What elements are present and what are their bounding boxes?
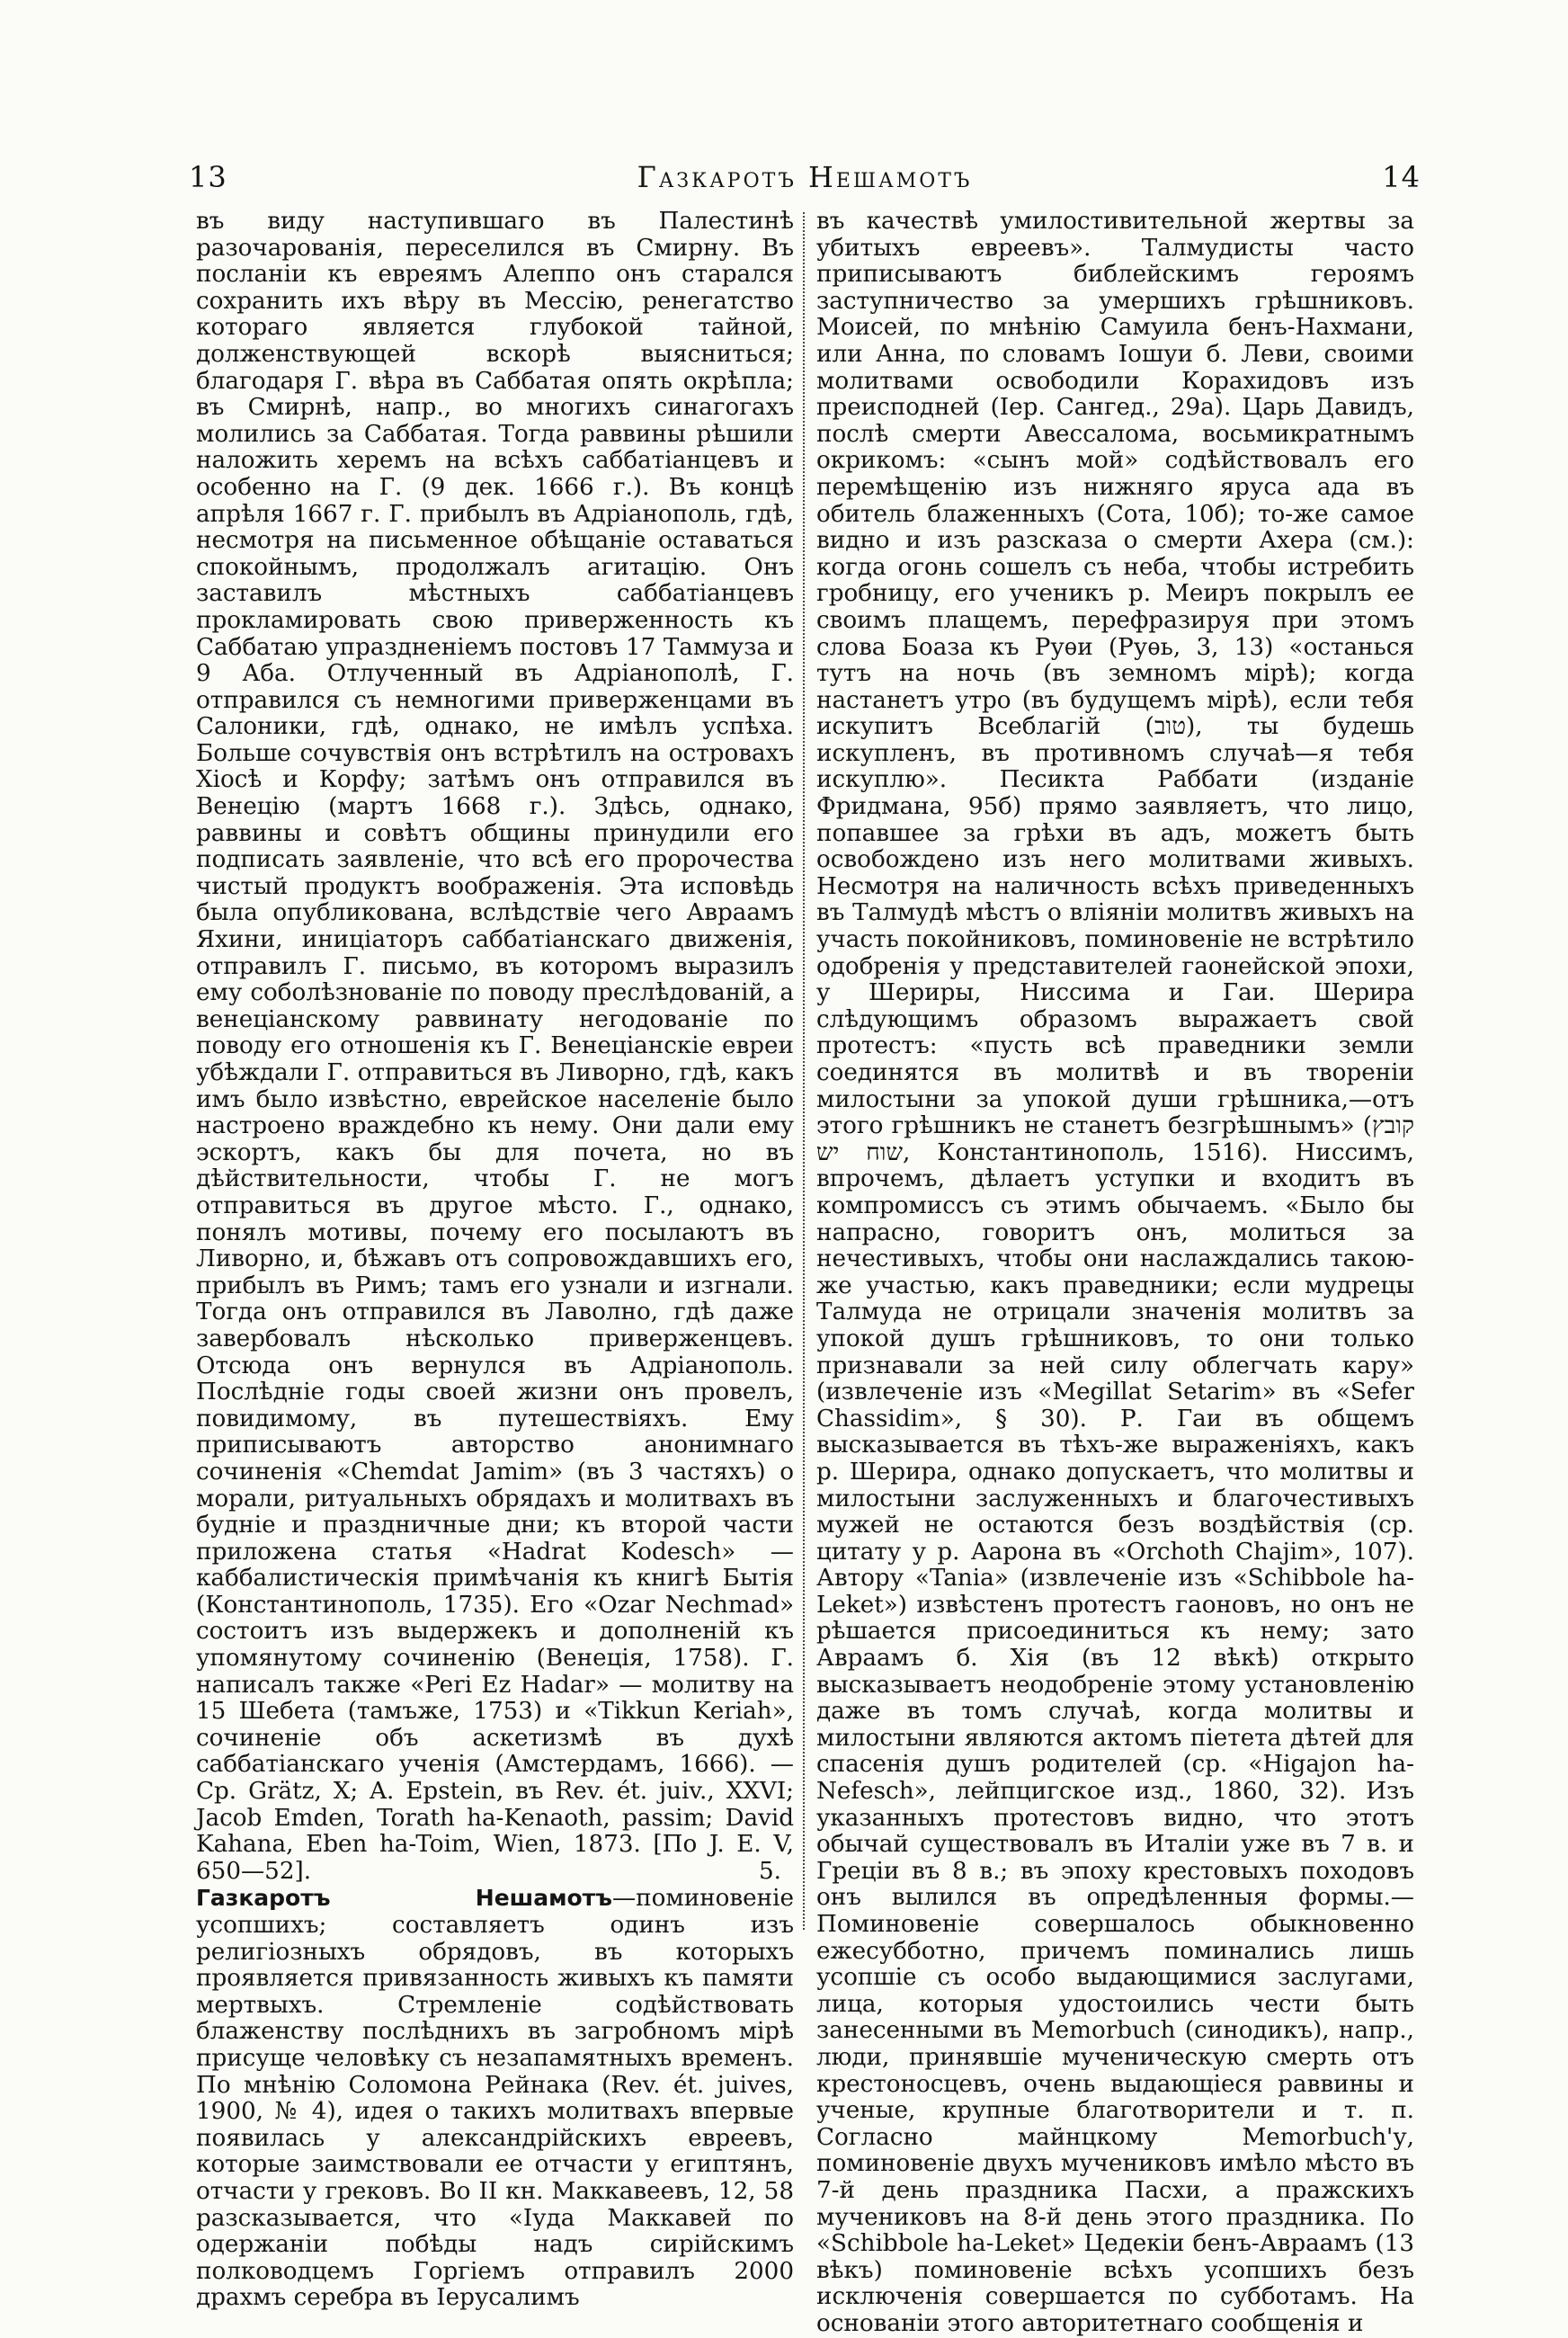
right-paragraph-text: въ качествѣ умилостивительной жертвы за убитыхъ евреевъ». Талмудисты часто приписываютъ библейскимъ героямъ заступничество за умершихъ грѣшниковъ. Моисей, по мнѣнію Самуила бенъ-Нахмани, или Анна, по словамъ Іошуи б. Леви, своими молитвами освободили Корахидовъ изъ преисподней (Іер. Сангед., 29а). Царь Давидъ, послѣ смерти Авессалома, восьмикратнымъ окрикомъ: «сынъ мой» содѣйствовалъ его перемѣщенію изъ нижняго яруса ада въ обитель блаженныхъ (Сота, 10б); то-же самое видно и изъ разсказа о смерти Ахера (см.): когда огонь сошелъ съ неба, чтобы истребить гробницу, его ученикъ р. Меиръ покрылъ ее своимъ плащемъ, перефразируя при этомъ слова Боаза къ Руѳи (Руѳь, 3, 13) «останься тутъ на ночь (въ земномъ мірѣ); когда настанетъ утро (въ будущемъ мірѣ), если тебя искупитъ Всеблагій (טוב), ты будешь искупленъ, въ противномъ случаѣ—я тебя искуплю». Песикта Раббати (изданіе Фридмана, 95б) прямо заявляетъ, что лицо, попавшее за грѣхи въ адъ, можетъ быть освобождено изъ него молитвами живыхъ. Несмотря на наличность всѣхъ приведенныхъ въ Талмудѣ мѣстъ о вліяніи молитвъ живыхъ на участь покойниковъ, поминовеніе не встрѣтило одобренія у представителей гаонейской эпохи, у Шериры, Ниссима и Гаи. Шерира слѣдующимъ образомъ выражаетъ свой протестъ: «пусть всѣ праведники земли соединятся въ молитвѣ и въ твореніи милостыни за упокой души грѣшника,—отъ этого грѣшникъ не станетъ безгрѣшнымъ» (קובץ שוח יש, Константинополь, 1516). Ниссимъ, впрочемъ, дѣлаетъ уступки и входитъ въ компромиссъ съ этимъ обычаемъ. «Было бы напрасно, говоритъ онъ, молиться за нечестивыхъ, чтобы они наслаждались такою-же участью, какъ праведники; если мудрецы Талмуда не отрицали значенія молитвъ за упокой душъ грѣшниковъ, то они только признавали за ней силу облегчать кару» (извлеченіе изъ «Megillat Setarim» въ «Sefer Chassidim», § 30). Р. Гаи въ общемъ высказывается въ тѣхъ-же выраженіяхъ, какъ р. Шерира, однако допускаетъ, что молитвы и милостыни заслуженныхъ и благочестивыхъ мужей не остаются безъ воздѣйствія (ср. цитату у р. Аарона въ «Orchoth Chajim», 107). Автору «Tania» (извлеченіе изъ «Schibbole ha-Leket») извѣстенъ протестъ гаоновъ, но онъ не рѣшается присоединиться къ нему; зато Авраамъ б. Хія (въ 12 вѣкѣ) открыто высказываетъ неодобреніе этому установленію даже въ томъ случаѣ, когда молитвы и милостыни являются актомъ піетета дѣтей для спасенія душъ родителей (ср. «Higajon ha-Nefesch», лейпцигское изд., 1860, 32). Изъ указанныхъ протестовъ видно, что этотъ обычай существовалъ въ Италіи уже въ 7 в. и Греціи въ 8 в.; въ эпоху крестовыхъ походовъ онъ вылился въ опредѣленныя формы.—Поминовеніе совершалось обыкновенно ежесубботно, причемъ поминались лишь усопшіе съ особо выдающимися заслугами, лица, которыя удостоились чести быть занесенными въ Memorbuch (синодикъ), напр., люди, принявшіе мученическую смерть отъ крестоносцевъ, очень выдающіеся раввины и ученые, крупные благотворители и т. п. Согласно майнцкому Memorbuch'у, поминовеніе двухъ мучениковъ имѣло мѣсто въ 7-й день праздника Пасхи, а пражскихъ мучениковъ на 8-й день этого праздника. По «Schibbole ha-Leket» Цедекіи бенъ-Авраамъ (13 вѣкъ) поминовеніе всѣхъ усопшихъ безъ исключенія совершается по субботамъ. На основаніи этого авторитетнаго сообщенія и (816, 208, 1415, 2337)
running-title: Газкаротъ Нешамотъ (637, 160, 973, 194)
left-column-paragraph (196, 209, 794, 1885)
column-divider (803, 212, 805, 1930)
left-paragraph-text: въ виду наступившаго въ Палестинѣ разочарованія, переселился въ Смирну. Въ посланіи къ евреямъ Алеппо онъ старался сохранить ихъ вѣру въ Мессію, ренегатство котораго является глубокой тайной, долженствующей вскорѣ выясниться; благодаря Г. вѣра въ Саббатая опять окрѣпла; въ Смирнѣ, напр., во многихъ синагогахъ молились за Саббатая. Тогда раввины рѣшили наложить херемъ на всѣхъ саббатіанцевъ и особенно на Г. (9 дек. 1666 г.). Въ концѣ апрѣля 1667 г. Г. прибылъ въ Адріанополь, гдѣ, несмотря на письменное обѣщаніе оставаться спокойнымъ, продолжалъ агитацію. Онъ заставилъ мѣстныхъ саббатіанцевъ прокламировать свою приверженность къ Саббатаю упраздненіемъ постовъ 17 Таммуза и 9 Аба. Отлученный въ Адріанополѣ, Г. отправился съ немногими приверженцами въ Салоники, гдѣ, однако, не имѣлъ успѣха. Больше сочувствія онъ встрѣтилъ на островахъ Хіосѣ и Корфу; затѣмъ онъ отправился въ Венецію (мартъ 1668 г.). Здѣсь, однако, раввины и совѣтъ общины принудили его подписать заявленіе, что всѣ его пророчества чистый продуктъ воображенія. Эта исповѣдь была опубликована, вслѣдствіе чего Авраамъ Яхини, иниціаторъ саббатіанскаго движенія, отправилъ Г. письмо, въ которомъ выразилъ ему соболѣзнованіе по поводу преслѣдованій, а венеціанскому раввинату негодованіе по поводу его отношенія къ Г. Венеціанскіе евреи убѣждали Г. отправиться въ Ливорно, гдѣ, какъ имъ было извѣстно, еврейское населеніе было настроено враждебно къ нему. Они дали ему эскортъ, какъ бы для почета, но въ дѣйствительности, чтобы Г. не могъ отправиться въ другое мѣсто. Г., однако, понялъ мотивы, почему его посылаютъ въ Ливорно, и, бѣжавъ отъ сопровождавшихъ его, прибылъ въ Римъ; тамъ его узнали и изгнали. Тогда онъ отправился въ Лаволно, гдѣ даже завербовалъ нѣсколько приверженцевъ. Отсюда онъ вернулся въ Адріанополь. Послѣдніе годы своей жизни онъ провелъ, повидимому, въ путешествіяхъ. Ему приписываютъ авторство анонимнаго сочиненія «Chemdat Jamim» (въ 3 частяхъ) о морали, ритуальныхъ обрядахъ и молитвахъ въ будніе и праздничные дни; къ второй части приложена статья «Hadrat Kodesch» — каббалистическія примѣчанія къ книгѣ Бытія (Константинополь, 1735). Его «Ozar Nechmad» состоитъ изъ выдержекъ и дополненій къ упомянутому сочиненію (Венеція, 1758). Г. написалъ также «Peri Ez Hadar» — молитву на 15 Шебета (тамъже, 1753) и «Tikkun Keriah», сочиненіе объ аскетизмѣ въ духѣ саббатіанскаго ученія (Амстердамъ, 1666). — Ср. Grätz, X; A. Epstein, въ Rev. ét. juiv., XXVI; Jacob Emden, Torath ha-Kenaoth, passim; David Kahana, Eben ha-Toim, Wien, 1873. [По J. E. V, 650—52]. (196, 208, 794, 1885)
entry-text: —поминовеніе усопшихъ; составляетъ одинъ изъ религіозныхъ обрядовъ, въ которыхъ проявляется привязанность живыхъ къ памяти мертвыхъ. Стремленіе содѣйствовать блаженству послѣднихъ въ загробномъ мірѣ присуще человѣку съ незапамятныхъ временъ. По мнѣнію Соломона Рейнака (Rev. ét. juives, 1900, № 4), идея о такихъ молитвахъ впервые появилась у александрійскихъ евреевъ, которые заимствовали ее отчасти у египтянъ, отчасти у грековъ. Во II кн. Маккавеевъ, 12, 58 разсказывается, что «Іуда Маккавей по одержаніи побѣды надъ сирійскимъ полководцемъ Горгіемъ отправилъ 2000 драхмъ серебра въ Іерусалимъ (196, 1885, 794, 2312)
right-column (816, 208, 1415, 2337)
left-column (196, 208, 794, 2312)
page-number-left: 13 (189, 160, 227, 194)
entry-paragraph (196, 1885, 794, 2312)
page-header (189, 160, 1421, 200)
right-column-paragraph (816, 209, 1414, 2338)
section-number: 5. (759, 1857, 781, 1885)
entry-headword: Газкаротъ Нешамотъ (196, 1885, 612, 1912)
page-number-right: 14 (1382, 160, 1421, 194)
